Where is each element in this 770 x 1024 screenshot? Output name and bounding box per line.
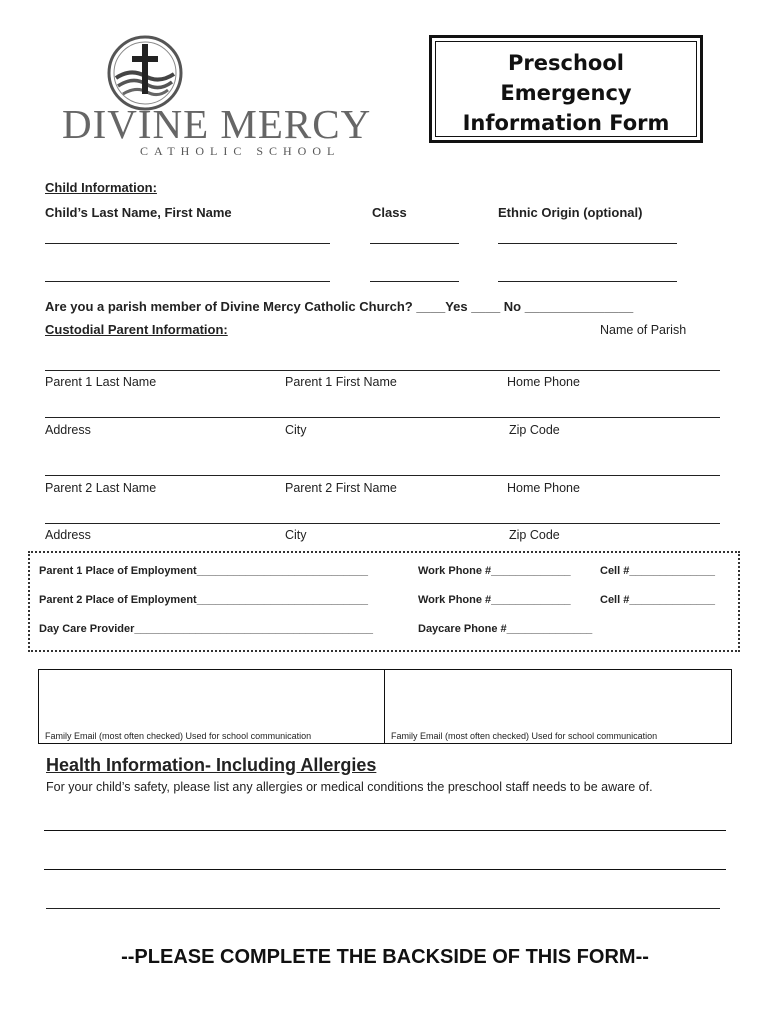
parish-name-label: Name of Parish bbox=[600, 323, 687, 337]
ethnic-origin-field-2[interactable] bbox=[498, 281, 677, 282]
form-title-line-1: Preschool bbox=[508, 51, 624, 75]
parish-member-question[interactable]: Are you a parish member of Divine Mercy Catholic Church? ____Yes ____ No _______________ bbox=[45, 299, 634, 314]
parent1-address-label: Address bbox=[45, 423, 91, 437]
class-field-2[interactable] bbox=[370, 281, 459, 282]
parent2-home-phone-label: Home Phone bbox=[507, 481, 580, 495]
daycare-phone-field[interactable]: Daycare Phone #______________ bbox=[418, 623, 593, 635]
parent1-work-phone-field[interactable]: Work Phone #_____________ bbox=[418, 565, 571, 577]
parent1-address-field[interactable] bbox=[45, 417, 720, 418]
health-info-heading: Health Information- Including Allergies bbox=[46, 755, 377, 775]
parent2-cell-field[interactable]: Cell #______________ bbox=[600, 594, 715, 606]
health-line-1[interactable] bbox=[44, 830, 726, 831]
family-email-caption-2: Family Email (most often checked) Used for school communication bbox=[391, 731, 658, 741]
child-name-label: Child’s Last Name, First Name bbox=[45, 205, 232, 220]
health-info-description: For your child’s safety, please list any allergies or medical conditions the preschool staff needs to be aware of. bbox=[46, 780, 653, 794]
custodial-parent-heading: Custodial Parent Information: bbox=[45, 322, 228, 337]
school-subtitle: CATHOLIC SCHOOL bbox=[140, 144, 341, 158]
parent1-employment-field[interactable]: Parent 1 Place of Employment____________________________ bbox=[39, 565, 369, 577]
class-field-1[interactable] bbox=[370, 243, 459, 244]
parent1-zip-label: Zip Code bbox=[509, 423, 560, 437]
form-title-line-3: Information Form bbox=[462, 111, 670, 135]
form-title-box bbox=[429, 35, 703, 143]
child-name-field-2[interactable] bbox=[45, 281, 330, 282]
ethnic-origin-label: Ethnic Origin (optional) bbox=[498, 205, 643, 220]
family-email-box-2[interactable] bbox=[384, 669, 732, 744]
parent2-work-phone-field[interactable]: Work Phone #_____________ bbox=[418, 594, 571, 606]
parent1-last-name-label: Parent 1 Last Name bbox=[45, 375, 157, 389]
parent1-first-name-label: Parent 1 First Name bbox=[285, 375, 397, 389]
parent2-employment-field[interactable]: Parent 2 Place of Employment____________________________ bbox=[39, 594, 369, 606]
form-title-line-2: Emergency bbox=[500, 81, 632, 105]
parent2-first-name-label: Parent 2 First Name bbox=[285, 481, 397, 495]
child-info-heading: Child Information: bbox=[45, 180, 157, 195]
health-line-3[interactable] bbox=[46, 908, 720, 909]
parent1-name-phone-field[interactable] bbox=[45, 370, 720, 371]
parent1-cell-field[interactable]: Cell #______________ bbox=[600, 565, 715, 577]
parent1-city-label: City bbox=[285, 423, 307, 437]
parent2-name-phone-field[interactable] bbox=[45, 475, 720, 476]
ethnic-origin-field-1[interactable] bbox=[498, 243, 677, 244]
family-email-box-1[interactable] bbox=[38, 669, 385, 744]
parent2-address-label: Address bbox=[45, 528, 91, 542]
school-name: DIVINE MERCY bbox=[62, 101, 372, 147]
class-label: Class bbox=[372, 205, 407, 220]
complete-backside-note: --PLEASE COMPLETE THE BACKSIDE OF THIS FORM-- bbox=[121, 946, 649, 968]
parent2-address-field[interactable] bbox=[45, 523, 720, 524]
child-name-field-1[interactable] bbox=[45, 243, 330, 244]
parent1-home-phone-label: Home Phone bbox=[507, 375, 580, 389]
parent2-zip-label: Zip Code bbox=[509, 528, 560, 542]
form-title bbox=[432, 48, 700, 138]
daycare-provider-field[interactable]: Day Care Provider_______________________________________ bbox=[39, 623, 373, 635]
health-line-2[interactable] bbox=[44, 869, 726, 870]
parent2-last-name-label: Parent 2 Last Name bbox=[45, 481, 157, 495]
family-email-caption-1: Family Email (most often checked) Used for school communication bbox=[45, 731, 312, 741]
parent2-city-label: City bbox=[285, 528, 307, 542]
